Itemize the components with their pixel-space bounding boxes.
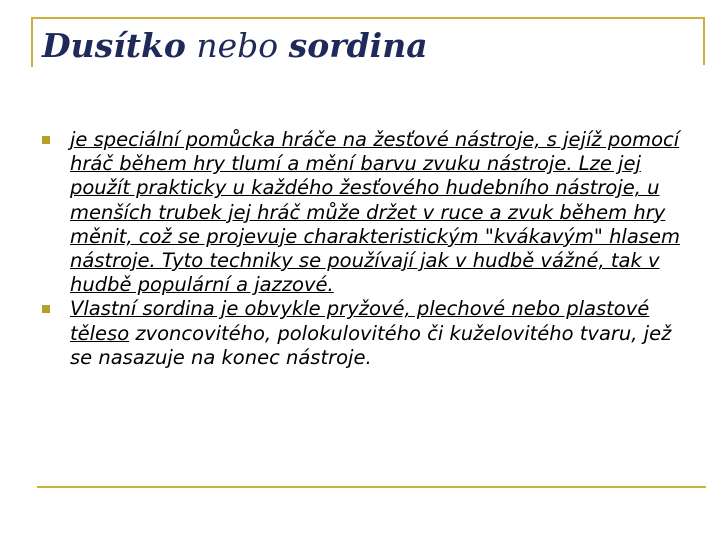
slide-title (42, 26, 428, 65)
title-word-dusitko: Dusítko (42, 26, 186, 65)
frame-bottom-line (37, 486, 706, 488)
bullet-1-linked-text[interactable]: je speciální pomůcka hráče na žesťové nástroje, s jejíž pomocí hráč během hry tlumí a mění barvu zvuku nástroje. Lze jej použít prakticky u každého žesťového hudebního nástroje, u menších trubek jej hráč může držet v ruce a zvuk během hry měnit, což se projevuje charakteristickým "kvákavým" hlasem nástroje. Tyto techniky se používají jak v hudbě vážné, tak v hudbě populární a jazzové. (70, 128, 680, 297)
frame-right-line (703, 17, 705, 65)
bullet-2-linked-text[interactable]: Vlastní sordina je obvykle pryžové, plechové nebo plastové těleso (70, 297, 650, 345)
bullet-item-1 (42, 128, 682, 297)
bullet-2-plain-text: zvoncovitého, polokulovitého či kuželovitého tvaru, jež se nasazuje na konec nástroje. (70, 321, 672, 369)
bullet-item-2 (42, 297, 682, 370)
frame-left-line (31, 17, 33, 67)
square-bullet-icon (42, 305, 50, 313)
title-word-nebo: nebo (185, 26, 289, 65)
square-bullet-icon (42, 136, 50, 144)
frame-top-line (31, 17, 705, 19)
title-word-sordina: sordina (288, 26, 428, 65)
bullet-list (42, 128, 682, 370)
